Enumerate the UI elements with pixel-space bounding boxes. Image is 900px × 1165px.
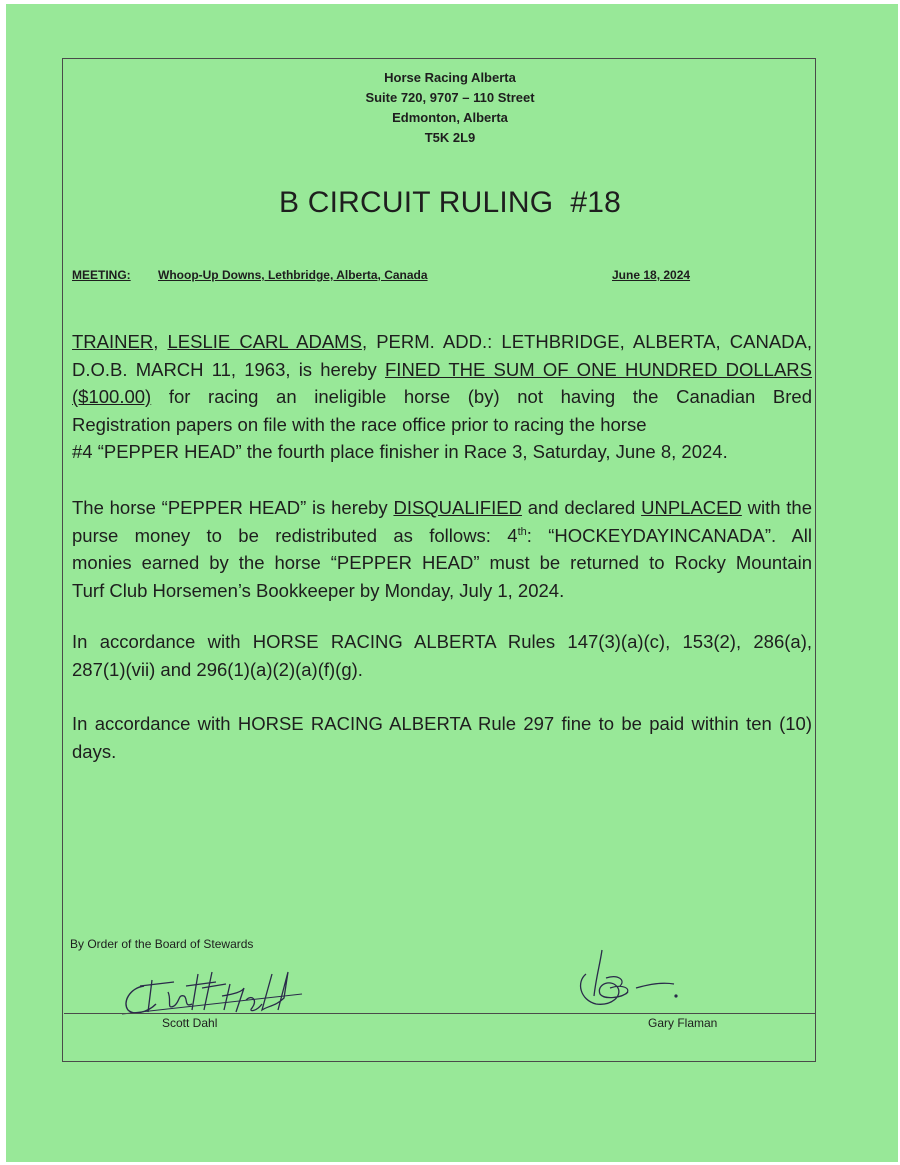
trainer-label: TRAINER (72, 331, 154, 352)
para3-line-2: 287(1)(vii) and 296(1)(a)(2)(a)(f)(g). (72, 658, 363, 680)
para1-l3-rest: for racing an ineligible horse (by) not having the Canadian Bred (151, 386, 812, 407)
para2-l1-mid: and declared (521, 497, 642, 518)
para1-l1-rest: , PERM. ADD.: LETHBRIDGE, ALBERTA, CANADA, (361, 331, 812, 352)
disqualified-text: DISQUALIFIED (393, 497, 522, 518)
para2-line-2 (72, 522, 812, 550)
trainer-name: LESLIE CARL ADAMS (167, 331, 362, 352)
org-name: Horse Racing Alberta (384, 70, 516, 85)
address-line: Suite 720, 9707 – 110 Street (365, 90, 535, 105)
fine-text: FINED THE SUM OF ONE HUNDRED DOLLARS (385, 358, 813, 380)
ruling-paragraph-1 (72, 328, 812, 466)
para4-line-1: In accordance with HORSE RACING ALBERTA Rule 297 fine to be paid within ten (10) (72, 713, 812, 734)
ordinal-suffix: th (517, 525, 527, 538)
letterhead (0, 68, 900, 148)
unplaced-text: UNPLACED (641, 497, 742, 518)
para1-line-5: #4 “PEPPER HEAD” the fourth place finisher in Race 3, Saturday, June 8, 2024. (72, 441, 728, 462)
ruling-paragraph-3 (72, 628, 812, 683)
city-line: Edmonton, Alberta (392, 110, 508, 125)
fine-amount: ($100.00) (72, 386, 152, 407)
ruling-paragraph-4 (72, 710, 812, 765)
board-order-text: By Order of the Board of Stewards (70, 937, 254, 951)
para2-l1-pre: The horse “PEPPER HEAD” is hereby (72, 497, 394, 518)
para1-line-3 (72, 383, 812, 411)
para4-line-2: days. (72, 740, 117, 762)
para2-line-4: Turf Club Horsemen’s Bookkeeper by Monday, July 1, 2024. (72, 579, 565, 601)
para2-l2-pre: purse money to be redistributed as follows: 4 (72, 524, 518, 546)
para1-line-1: TRAINER, LESLIE CARL ADAMS, PERM. ADD.: LETHBRIDGE, ALBERTA, CANADA, (72, 331, 812, 352)
para1-line-4: Registration papers on file with the race office prior to racing the horse (72, 413, 647, 435)
ruling-title: B CIRCUIT RULING #18 (278, 186, 622, 219)
para2-line-1 (72, 494, 812, 522)
para1-l2-pre: D.O.B. MARCH 11, 1963, is hereby (72, 358, 385, 380)
para3-line-1: In accordance with HORSE RACING ALBERTA Rules 147(3)(a)(c), 153(2), 286(a), (72, 631, 812, 652)
para1-line-2 (72, 356, 812, 384)
para2-l2-post: : “HOCKEYDAYINCANADA”. All (526, 524, 813, 546)
meeting-label: MEETING: (72, 268, 131, 282)
steward-1-name: Scott Dahl (162, 1016, 218, 1030)
para2-line-3: monies earned by the horse “PEPPER HEAD” must be returned to Rocky Mountain (72, 552, 812, 573)
steward-2-name: Gary Flaman (648, 1016, 718, 1030)
meeting-date: June 18, 2024 (612, 268, 691, 282)
signature-line (64, 1013, 816, 1014)
ruling-paragraph-2 (72, 494, 812, 604)
para2-l1-post: with the (741, 497, 812, 518)
meeting-venue: Whoop-Up Downs, Lethbridge, Alberta, Canada (158, 268, 428, 282)
steward-2-signature (566, 944, 696, 1018)
postal-code: T5K 2L9 (424, 130, 476, 145)
